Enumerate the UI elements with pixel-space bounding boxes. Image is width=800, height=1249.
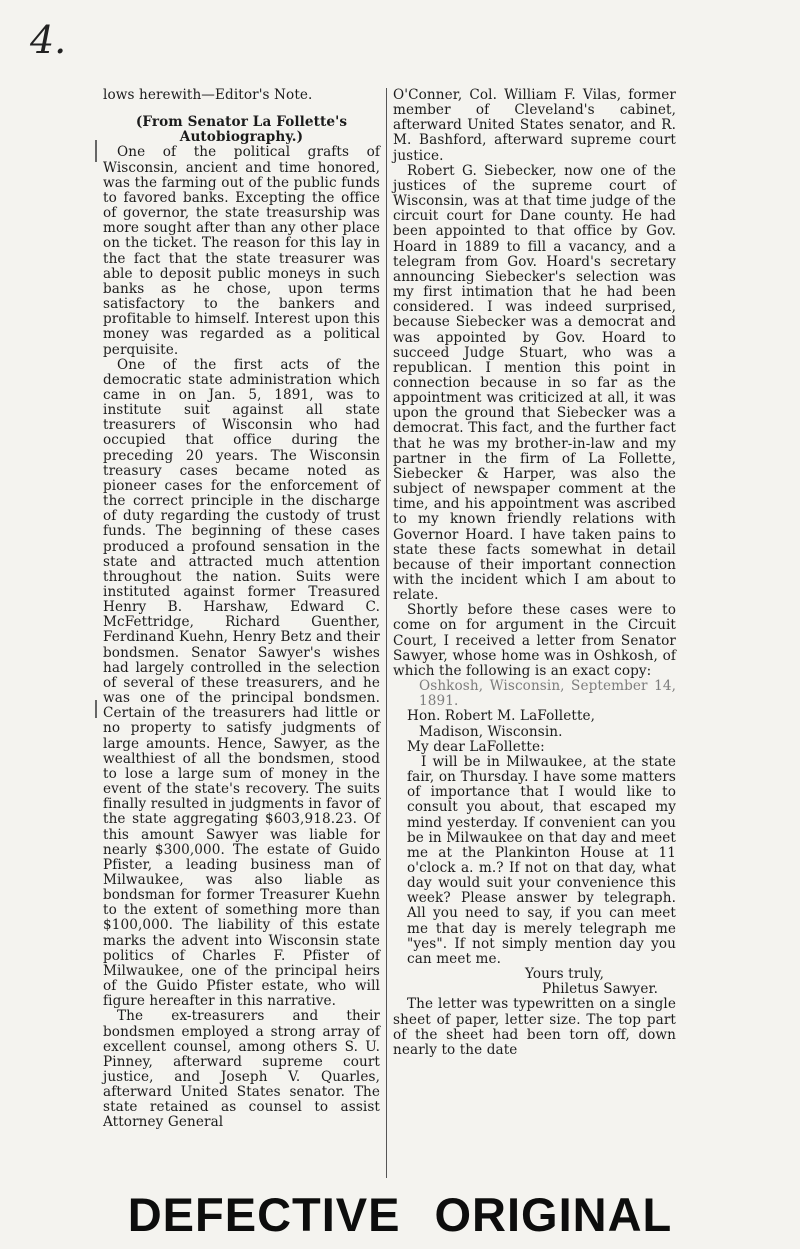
left-margin-mark — [95, 700, 97, 718]
paragraph: The letter was typewritten on a single sheet of paper, letter size. The top part of the sheet had been torn off, down nearly to the date — [393, 996, 676, 1058]
paragraph: One of the political grafts of Wisconsin, ancient and time honored, was the farming out of the public funds to favored banks. Excepting the office of governor, the state treasurship was more sought after than any other place on the ticket. The reason for this lay in the fact that the state treasurer was able to deposit public moneys in such banks as he chose, upon terms satisfactory to the bankers and profitable to himself. Interest upon this money was regarded as a political perquisite. — [103, 144, 380, 358]
letter-closing: Yours truly, — [525, 966, 604, 983]
paragraph: Shortly before these cases were to come on for argument in the Circuit Court, I received a letter from Senator Sawyer, whose home was in Oshkosh, of which the following is an exact copy: — [393, 602, 676, 679]
letter-salutation: My dear LaFollette: — [407, 738, 545, 755]
page-number: 4. — [30, 18, 67, 62]
letter-signature: Philetus Sawyer. — [542, 981, 658, 998]
column-divider — [386, 88, 387, 1178]
right-column — [393, 88, 676, 1058]
letter-dateline: Oshkosh, Wisconsin, September 14, 1891. — [419, 678, 676, 710]
defective-original-stamp — [0, 1187, 800, 1242]
stamp-word: ORIGINAL — [434, 1188, 673, 1241]
letter-address: Madison, Wisconsin. — [419, 723, 563, 740]
letter-body: I will be in Milwaukee, at the state fair, on Thursday. I have some matters of importance that I would like to consult you about, that escaped my mind yesterday. If convenient can you be in Milwaukee on that day and meet me at the Plankinton House at 11 o'clock a. m.? If not on that day, what day would suit your convenience this week? Please answer by telegraph. All you need to say, if you can meet me that day is merely telegraph me "yes". If not simply mention day you can meet me. — [407, 753, 676, 967]
editor-note-tail: lows herewith—Editor's Note. — [103, 87, 313, 103]
stamp-word: DEFECTIVE — [127, 1188, 401, 1241]
paragraph: The ex-treasurers and their bondsmen employed a strong array of excellent counsel, among others S. U. Pinney, afterward supreme court justice, and Joseph V. Quarles, afterward United States senator. The state retained as counsel to assist Attorney General — [103, 1008, 380, 1131]
left-margin-mark — [95, 140, 97, 162]
left-column — [103, 88, 380, 1131]
source-heading: (From Senator La Follette's Autobiography.) — [135, 114, 348, 146]
paragraph: Robert G. Siebecker, now one of the justices of the supreme court of Wisconsin, was at that time judge of the circuit court for Dane county. He had been appointed to that office by Gov. Hoard in 1889 to fill a vacancy, and a telegram from Gov. Hoard's secretary announcing Siebecker's selection was my first intimation that he had been considered. I was indeed surprised, because Siebecker was a democrat and was appointed by Gov. Hoard to succeed Judge Stuart, who was a republican. I mention this point in connection because in so far as the appointment was criticized at all, it was upon the ground that Siebecker was a democrat. This fact, and the further fact that he was my brother-in-law and my partner in the firm of La Follette, Siebecker & Harper, was also the subject of newspaper comment at the time, and his appointment was ascribed to my known friendly relations with Governor Hoard. I have taken pains to state these facts somewhat in detail because of their important connection with the incident which I am about to relate. — [393, 162, 676, 604]
paragraph: One of the first acts of the democratic state administration which came in on Jan. 5, 1891, was to institute suit against all state treasurers of Wisconsin who had occupied that office during the preceding 20 years. The Wisconsin treasury cases became noted as pioneer cases for the enforcement of the correct principle in the discharge of duty regarding the custody of trust funds. The beginning of these cases produced a profound sensation in the state and attracted much attention throughout the nation. Suits were instituted against former Treasured Henry B. Harshaw, Edward C. McFettridge, Richard Guenther, Ferdinand Kuehn, Henry Betz and their bondsmen. Senator Sawyer's wishes had largely controlled in the selection of several of these treasurers, and he was one of the principal bondsmen. Certain of the treasurers had little or no property to satisfy judgments of large amounts. Hence, Sawyer, as the wealthiest of all the bondsmen, stood to lose a large sum of money in the event of the state's recovery. The suits finally resulted in judgments in favor of the state aggregating $603,918.23. Of this amount Sawyer was liable for nearly $300,000. The estate of Guido Pfister, a leading business man of Milwaukee, was also liable as bondsman for former Treasurer Kuehn to the extent of something more than $100,000. The liability of this estate marks the advent into Wisconsin state politics of Charles F. Pfister of Milwaukee, one of the principal heirs of the Guido Pfister estate, who will figure hereafter in this narrative. — [103, 356, 380, 1010]
paragraph: O'Conner, Col. William F. Vilas, former member of Cleveland's cabinet, afterward United States senator, and R. M. Bashford, afterward supreme court justice. — [393, 87, 676, 164]
letter-addressee: Hon. Robert M. LaFollette, — [407, 708, 596, 725]
